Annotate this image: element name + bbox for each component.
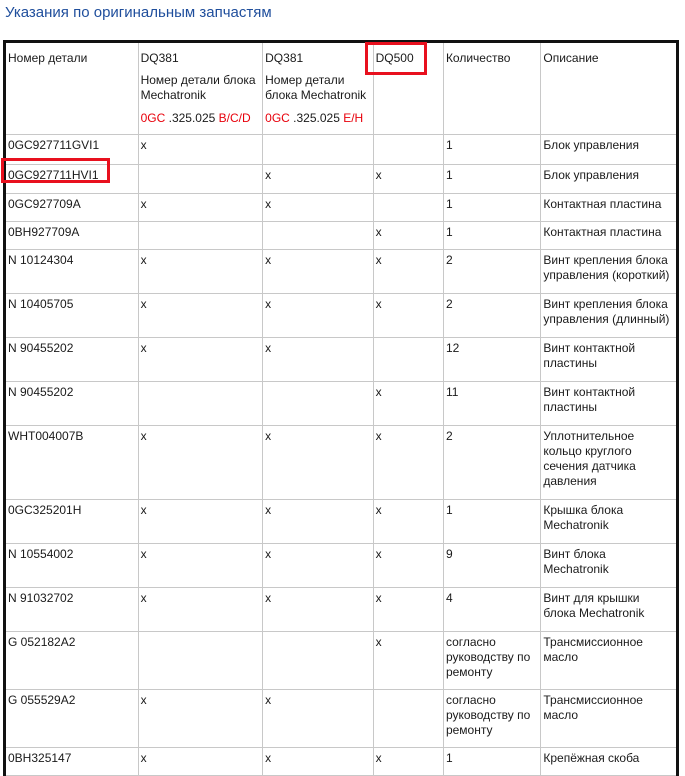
row-dq381-eh-mark — [263, 632, 373, 690]
code-mid: .325.025 — [289, 111, 344, 125]
row-dq381-bcd-mark: x — [138, 544, 263, 588]
row-dq381-bcd-mark: x — [138, 135, 263, 165]
row-quantity: 2 — [443, 250, 540, 294]
table-row — [5, 500, 678, 544]
row-dq500-mark: x — [373, 588, 443, 632]
row-part-number: 0GC927709A — [5, 194, 139, 222]
row-part-number: G 055529A2 — [5, 690, 139, 748]
row-dq500-mark — [373, 338, 443, 382]
header-dq381-eh-code — [265, 111, 370, 126]
code-mid: .325.025 — [165, 111, 219, 125]
row-dq381-bcd-mark: x — [138, 338, 263, 382]
row-dq500-mark: x — [373, 632, 443, 690]
row-part-number: 0BH927709A — [5, 222, 139, 250]
row-dq500-mark: x — [373, 222, 443, 250]
row-quantity: 1 — [443, 194, 540, 222]
row-quantity: 1 — [443, 500, 540, 544]
row-dq500-mark: x — [373, 165, 443, 194]
row-dq381-eh-mark: x — [263, 588, 373, 632]
row-dq381-eh-mark: x — [263, 338, 373, 382]
row-part-number: 0BH325147 — [5, 748, 139, 776]
row-quantity: 1 — [443, 165, 540, 194]
row-part-number: G 052182A2 — [5, 632, 139, 690]
row-dq500-mark — [373, 194, 443, 222]
row-dq381-bcd-mark: x — [138, 194, 263, 222]
row-part-number: N 91032702 — [5, 588, 139, 632]
header-quantity: Количество — [443, 42, 540, 135]
row-quantity: 9 — [443, 544, 540, 588]
header-description: Описание — [541, 42, 678, 135]
row-dq381-eh-mark: x — [263, 426, 373, 500]
row-description: Контактная пластина — [541, 222, 678, 250]
row-quantity: 1 — [443, 222, 540, 250]
table-row — [5, 426, 678, 500]
row-dq500-mark: x — [373, 544, 443, 588]
row-quantity: 12 — [443, 338, 540, 382]
row-description: Винт блока Mechatronik — [541, 544, 678, 588]
page-title: Указания по оригинальным запчастям — [5, 4, 272, 21]
row-dq381-bcd-mark: x — [138, 250, 263, 294]
row-dq381-bcd-mark: x — [138, 748, 263, 776]
row-dq381-eh-mark: x — [263, 194, 373, 222]
row-dq381-eh-mark — [263, 382, 373, 426]
row-description: Винт контактной пластины — [541, 382, 678, 426]
row-dq381-eh-mark — [263, 135, 373, 165]
row-dq500-mark: x — [373, 426, 443, 500]
row-dq381-eh-mark: x — [263, 250, 373, 294]
header-dq381-bcd — [138, 42, 263, 135]
code-prefix: 0GC — [265, 111, 290, 125]
header-part-number: Номер детали — [5, 42, 139, 135]
table-row — [5, 194, 678, 222]
row-part-number: 0GC927711GVI1 — [5, 135, 139, 165]
row-description: Винт крепления блока управления (длинный) — [541, 294, 678, 338]
row-dq381-eh-mark: x — [263, 294, 373, 338]
header-dq381-bcd-subtitle: Номер детали блока Mechatronik — [140, 73, 256, 102]
header-dq381-bcd-name: DQ381 — [140, 51, 179, 65]
table-row — [5, 294, 678, 338]
row-description: Трансмиссионное масло — [541, 632, 678, 690]
table-row — [5, 632, 678, 690]
table-row — [5, 222, 678, 250]
header-dq381-bcd-code — [141, 111, 261, 126]
row-part-number: N 10405705 — [5, 294, 139, 338]
table-row — [5, 690, 678, 748]
row-quantity: согласно руководству по ремонту — [443, 690, 540, 748]
header-dq381-eh-name: DQ381 — [265, 51, 304, 65]
row-description: Контактная пластина — [541, 194, 678, 222]
row-quantity: согласно руководству по ремонту — [443, 632, 540, 690]
code-prefix: 0GC — [140, 111, 166, 125]
header-dq381-eh — [263, 42, 373, 135]
table-row — [5, 544, 678, 588]
table-row — [5, 338, 678, 382]
row-dq381-eh-mark: x — [263, 544, 373, 588]
row-dq381-bcd-mark — [138, 632, 263, 690]
table-row — [5, 135, 678, 165]
header-dq381-eh-subtitle: Номер детали блока Mechatronik — [265, 73, 367, 102]
row-description: Уплотнительное кольцо круглого сечения датчика давления — [541, 426, 678, 500]
row-description: Трансмиссионное масло — [541, 690, 678, 748]
row-dq500-mark: x — [373, 250, 443, 294]
header-row — [5, 42, 678, 135]
row-dq381-eh-mark — [263, 222, 373, 250]
table-row — [5, 250, 678, 294]
row-dq381-bcd-mark — [138, 382, 263, 426]
row-description: Блок управления — [541, 135, 678, 165]
row-description: Крышка блока Mechatronik — [541, 500, 678, 544]
code-suffix: E/H — [343, 111, 364, 125]
row-description: Блок управления — [541, 165, 678, 194]
row-description: Крепёжная скоба — [541, 748, 678, 776]
row-dq381-bcd-mark: x — [138, 588, 263, 632]
row-dq381-bcd-mark — [138, 165, 263, 194]
row-quantity: 2 — [443, 426, 540, 500]
table-row — [5, 382, 678, 426]
row-part-number: N 10124304 — [5, 250, 139, 294]
row-part-number: 0GC325201H — [5, 500, 139, 544]
row-dq381-bcd-mark — [138, 222, 263, 250]
row-quantity: 11 — [443, 382, 540, 426]
table-row — [5, 588, 678, 632]
row-dq381-bcd-mark: x — [138, 426, 263, 500]
row-part-number: N 90455202 — [5, 338, 139, 382]
row-description: Винт контактной пластины — [541, 338, 678, 382]
row-part-number: 0GC927711HVI1 — [5, 165, 139, 194]
table-row — [5, 165, 678, 194]
row-dq500-mark: x — [373, 382, 443, 426]
row-quantity: 4 — [443, 588, 540, 632]
row-part-number: WHT004007B — [5, 426, 139, 500]
row-dq381-eh-mark: x — [263, 165, 373, 194]
row-dq381-eh-mark: x — [263, 690, 373, 748]
row-dq381-eh-mark: x — [263, 748, 373, 776]
row-dq381-bcd-mark: x — [138, 500, 263, 544]
row-dq381-eh-mark: x — [263, 500, 373, 544]
row-dq500-mark: x — [373, 748, 443, 776]
row-part-number: N 10554002 — [5, 544, 139, 588]
row-dq500-mark: x — [373, 500, 443, 544]
table-row — [5, 748, 678, 776]
header-dq500: DQ500 — [373, 42, 443, 135]
row-dq381-bcd-mark: x — [138, 294, 263, 338]
row-quantity: 1 — [443, 135, 540, 165]
row-part-number: N 90455202 — [5, 382, 139, 426]
row-dq500-mark: x — [373, 294, 443, 338]
row-dq500-mark — [373, 135, 443, 165]
row-quantity: 2 — [443, 294, 540, 338]
row-dq381-bcd-mark: x — [138, 690, 263, 748]
parts-table — [3, 40, 679, 776]
row-description: Винт крепления блока управления (короткий) — [541, 250, 678, 294]
row-dq500-mark — [373, 690, 443, 748]
row-quantity: 1 — [443, 748, 540, 776]
code-suffix: B/C/D — [218, 111, 251, 125]
row-description: Винт для крышки блока Mechatronik — [541, 588, 678, 632]
